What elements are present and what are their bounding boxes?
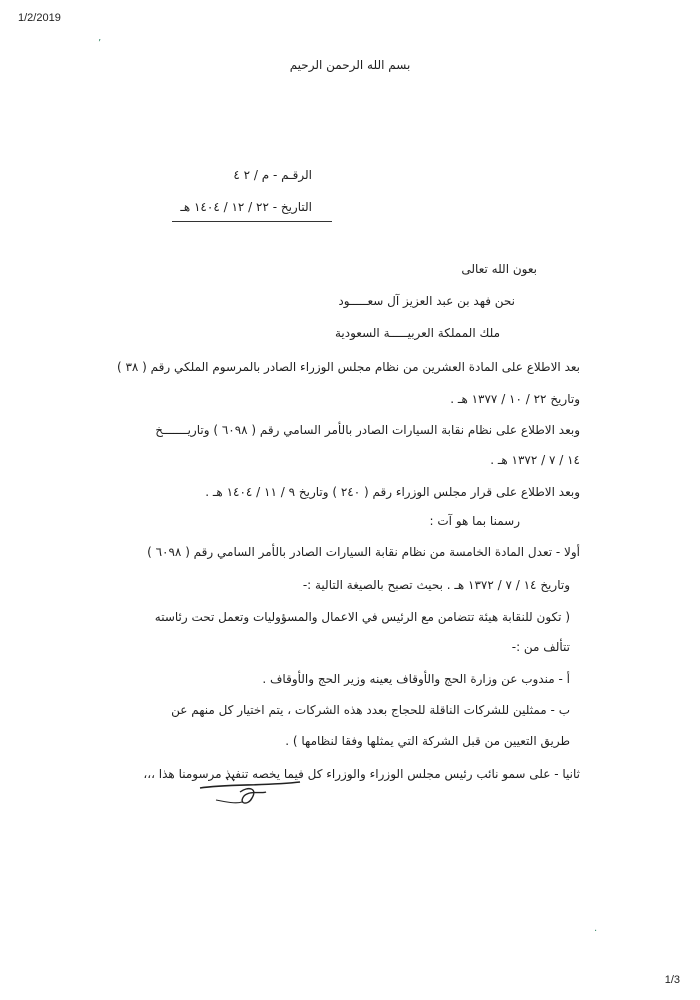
clause-a: أ - مندوب عن وزارة الحج والأوقاف يعينه وزير الحج والأوقاف . <box>262 672 570 686</box>
article-1-line-3: ( تكون للنقابة هيئة تتضامن مع الرئيس في الاعمال والمسؤوليات وتعمل تحت رئاسته <box>154 610 570 624</box>
article-1-line-2: وتاريخ ١٤ / ٧ / ١٣٧٢ هـ . بحيث تصبح بالصيغة التالية :- <box>302 578 570 592</box>
scan-dot: · <box>594 926 598 937</box>
article-1-line-1: أولا - تعدل المادة الخامسة من نظام نقابة السيارات الصادر بالأمر السامي رقم ( ٦٠٩٨ ) <box>147 545 580 559</box>
print-date: 1/2/2019 <box>18 12 61 24</box>
opening-invocation: بعون الله تعالى <box>461 262 537 276</box>
recital-2-line-2: ١٤ / ٧ / ١٣٧٢ هـ . <box>490 453 580 467</box>
date-underline <box>172 221 332 222</box>
page-number: 1/3 <box>664 974 680 986</box>
king-name: نحن فهد بن عبد العزيز آل سعـــــود <box>338 294 515 308</box>
decree-formula: رسمنا بما هو آت : <box>429 514 520 528</box>
basmala: بسم الله الرحمن الرحيم <box>289 58 411 72</box>
letter-date: التاريخ - ٢٢ / ١٢ / ١٤٠٤ هـ <box>180 200 312 214</box>
king-title: ملك المملكة العربيـــــة السعودية <box>334 326 500 340</box>
recital-2-line-1: وبعد الاطلاع على نظام نقابة السيارات الصادر بالأمر السامي رقم ( ٦٠٩٨ ) وتاريـــــــخ <box>155 423 580 437</box>
clause-b-line-2: طريق التعيين من قبل الشركة التي يمثلها وفقا لنظامها ) . <box>285 734 570 748</box>
article-1-line-4: تتألف من :- <box>511 640 570 654</box>
recital-3: وبعد الاطلاع على قرار مجلس الوزراء رقم ( ٢٤٠ ) وتاريخ ٩ / ١١ / ١٤٠٤ هـ . <box>205 485 580 499</box>
article-2: ثانيا - على سمو نائب رئيس مجلس الوزراء والوزراء كل فيما يخصه تنفيذ مرسومنا هذا ،،، <box>143 767 580 781</box>
clause-b-line-1: ب - ممثلين للشركات الناقلة للحجاج بعدد هذه الشركات ، يتم اختيار كل منهم عن <box>171 703 570 717</box>
recital-1-line-2: وتاريخ ٢٢ / ١٠ / ١٣٧٧ هـ . <box>450 392 580 406</box>
reference-number: الرقـم - م / ٢ ٤ <box>233 168 312 182</box>
scan-mark: ’ <box>98 38 102 49</box>
recital-1-line-1: بعد الاطلاع على المادة العشرين من نظام مجلس الوزراء الصادر بالمرسوم الملكي رقم ( ٣٨ ) <box>116 360 580 374</box>
handwritten-signature <box>196 774 306 814</box>
